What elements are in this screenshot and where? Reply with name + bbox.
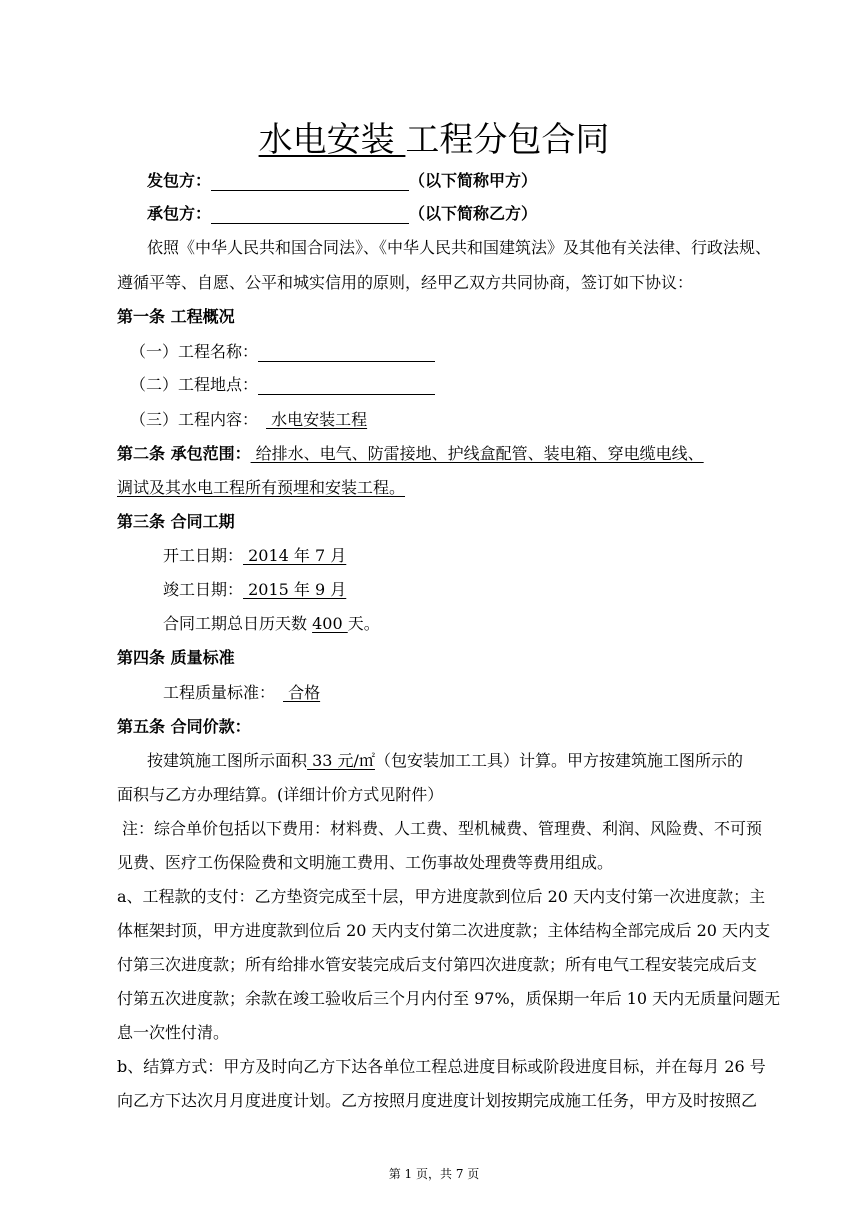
note-line-2: 见费、医疗工伤保险费和文明施工费用、工伤事故处理费等费用组成。 (117, 853, 614, 872)
payment-line-3: 付第三次进度款；所有给排水管安装完成后支付第四次进度款；所有电气工程安装完成后支 (117, 955, 758, 974)
article-4-heading: 第四条 质量标准 (117, 648, 235, 667)
project-name-line: （一）工程名称： (130, 342, 435, 362)
title-project-type: 水电安装 (258, 120, 406, 160)
price-line-2: 面积与乙方办理结算。(详细计价方式见附件） (117, 785, 444, 804)
payment-line-5: 息一次性付清。 (117, 1023, 230, 1042)
settlement-line-2: 向乙方下达次月月度进度计划。乙方按照月度进度计划按期完成施工任务，甲方及时按照乙 (117, 1091, 758, 1110)
intro-line-2: 遵循平等、自愿、公平和城实信用的原则，经甲乙双方共同协商，签订如下协议： (117, 273, 694, 292)
price-line-1: 按建筑施工图所示面积 33 元/㎡（包安装加工工具）计算。甲方按建筑施工图所示的 (147, 751, 743, 770)
payment-line-4: 付第五次进度款；余款在竣工验收后三个月内付至 97%，质保期一年后 10 天内无质量问题无 (117, 989, 781, 1008)
contractor-blank (211, 207, 409, 224)
page-footer: 第 1 页，共 7 页 (388, 1167, 480, 1181)
project-location-line: （二）工程地点： (130, 375, 435, 395)
start-date-line: 开工日期： 2014 年 7 月 (163, 546, 347, 565)
project-content-value: 水电安装工程 (266, 410, 368, 429)
article-5-heading: 第五条 合同价款： (117, 717, 251, 736)
project-content-line: （三）工程内容： 水电安装工程 (130, 410, 368, 429)
duration-value: 400 (312, 614, 348, 633)
note-line-1: 注：综合单价包括以下费用：材料费、人工费、型机械费、管理费、利润、风险费、不可预 (122, 819, 763, 838)
project-location-blank (258, 378, 435, 395)
scope-line-2: 调试及其水电工程所有预埋和安装工程。 (117, 478, 406, 497)
start-date-value: 2014 年 7 月 (243, 546, 347, 565)
scope-line-1: 给排水、电气、防雷接地、护线盒配管、装电箱、穿电缆电线、 (250, 444, 704, 463)
employer-blank (211, 174, 409, 191)
contract-title (0, 118, 868, 162)
payment-line-1: a、工程款的支付：乙方垫资完成至十层，甲方进度款到位后 20 天内支付第一次进度款；主 (117, 887, 766, 906)
payment-line-2: 体框架封顶，甲方进度款到位后 20 天内支付第二次进度款；主体结构全部完成后 20 天内支 (117, 921, 771, 940)
duration-line: 合同工期总日历天数 400 天。 (163, 614, 380, 633)
settlement-line-1: b、结算方式：甲方及时向乙方下达各单位工程总进度目标或阶段进度目标，并在每月 26 号 (117, 1057, 766, 1076)
project-name-blank (258, 345, 435, 362)
employer-line: 发包方： （以下简称甲方） (147, 171, 538, 190)
quality-value: 合格 (283, 683, 321, 702)
intro-line-1: 依照《中华人民共和国合同法》、《中华人民共和国建筑法》及其他有关法律、行政法规、 (147, 238, 772, 257)
quality-line: 工程质量标准： 合格 (163, 683, 321, 702)
article-3-heading: 第三条 合同工期 (117, 512, 235, 531)
contractor-line: 承包方： （以下简称乙方） (147, 204, 538, 223)
title-rest: 工程分包合同 (405, 120, 610, 160)
end-date-value: 2015 年 9 月 (243, 580, 347, 599)
unit-price-value: 33 元/㎡ (307, 751, 375, 770)
article-2-label: 第二条 承包范围： (117, 444, 251, 463)
article-2-line (117, 444, 704, 464)
end-date-line: 竣工日期： 2015 年 9 月 (163, 580, 347, 599)
article-1-heading: 第一条 工程概况 (117, 307, 235, 326)
